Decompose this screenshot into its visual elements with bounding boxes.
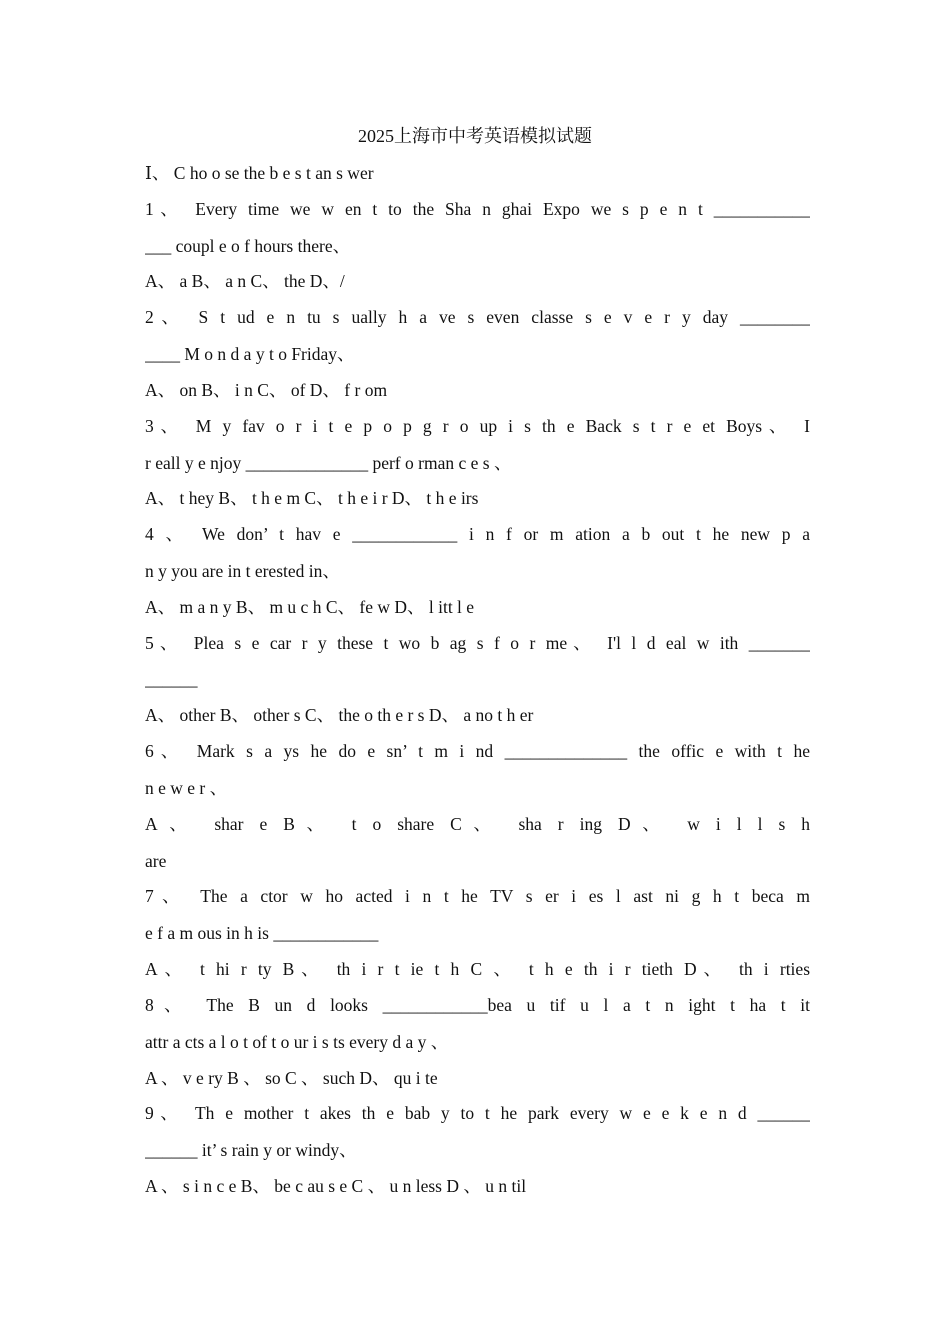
text-line: r eall y e njoy ______________ perf o rman c e s 、: [145, 453, 512, 473]
text-line: A、 other B、 other s C、 the o th e r s D、 a no t h er: [145, 705, 534, 725]
text-line: e f a m ous in h is ____________: [145, 923, 379, 943]
text-line: 4 、 We don’ t hav e ____________ i n f or m ation a b out t he new p a: [145, 524, 810, 544]
text-line: 8、 The B un d looks ____________bea u tif u l a t n ight t ha t it: [145, 995, 810, 1015]
text-line: 3、 M y fav o r i t e p o p g r o up i s th e Back s t r e et Boys、 I: [145, 416, 810, 436]
text-line: A、 t hi r ty B、 th i r t ie t h C 、 t h e th i r tieth D、 th i rties: [145, 959, 810, 979]
text-line: A、 m a n y B、 m u c h C、 fe w D、 l itt l e: [145, 597, 475, 617]
text-line: A 、 v e ry B 、 so C 、 such D、 qu i te: [145, 1068, 438, 1088]
text-line: 5、 Plea s e car r y these t wo b ag s f o r me、 I'l l d eal w ith _______: [145, 633, 810, 653]
text-line: A、 a B、 a n C、 the D、/: [145, 271, 345, 291]
text-line: A 、 s i n c e B、 be c au s e C 、 u n less D 、 u n til: [145, 1176, 527, 1196]
section-heading: Ⅰ、 C ho o se the b e s t an s wer: [145, 163, 374, 183]
text-line: ___ coupl e o f hours there、: [145, 236, 351, 256]
text-line: ______: [145, 669, 198, 689]
text-line: 1、 Every time we w en t to the Sha n ghai Expo we s p e n t ___________: [145, 199, 810, 219]
text-line: A、 t hey B、 t h e m C、 t h e i r D、 t h e irs: [145, 488, 479, 508]
text-line: are: [145, 851, 167, 871]
text-line: 7、 The a ctor w ho acted i n t he TV s er i es l ast ni g h t beca m: [145, 886, 810, 906]
text-line: 6、 Mark s a ys he do e sn’ t m i nd ______________ the offic e with t he: [145, 741, 810, 761]
text-line: attr a cts a l o t of t o ur i s ts every d a y 、: [145, 1032, 449, 1052]
text-line: ______ it’ s rain y or windy、: [145, 1140, 357, 1160]
text-line: n y you are in t erested in、: [145, 561, 340, 581]
text-line: n e w e r 、: [145, 778, 228, 798]
text-line: ____ M o n d a y t o Friday、: [145, 344, 355, 364]
text-line: 9、 Th e mother t akes th e bab y to t he park every w e e k e n d ______: [145, 1103, 810, 1123]
text-line: A、 on B、 i n C、 of D、 f r om: [145, 380, 388, 400]
text-line: 2、 S t ud e n tu s ually h a ve s even classe s e v e r y day ________: [145, 307, 810, 327]
page-title: 2025上海市中考英语模拟试题: [358, 126, 592, 146]
text-line: A、 shar e B、 t o share C、 sha r ing D、 w i l l s h: [145, 814, 810, 834]
